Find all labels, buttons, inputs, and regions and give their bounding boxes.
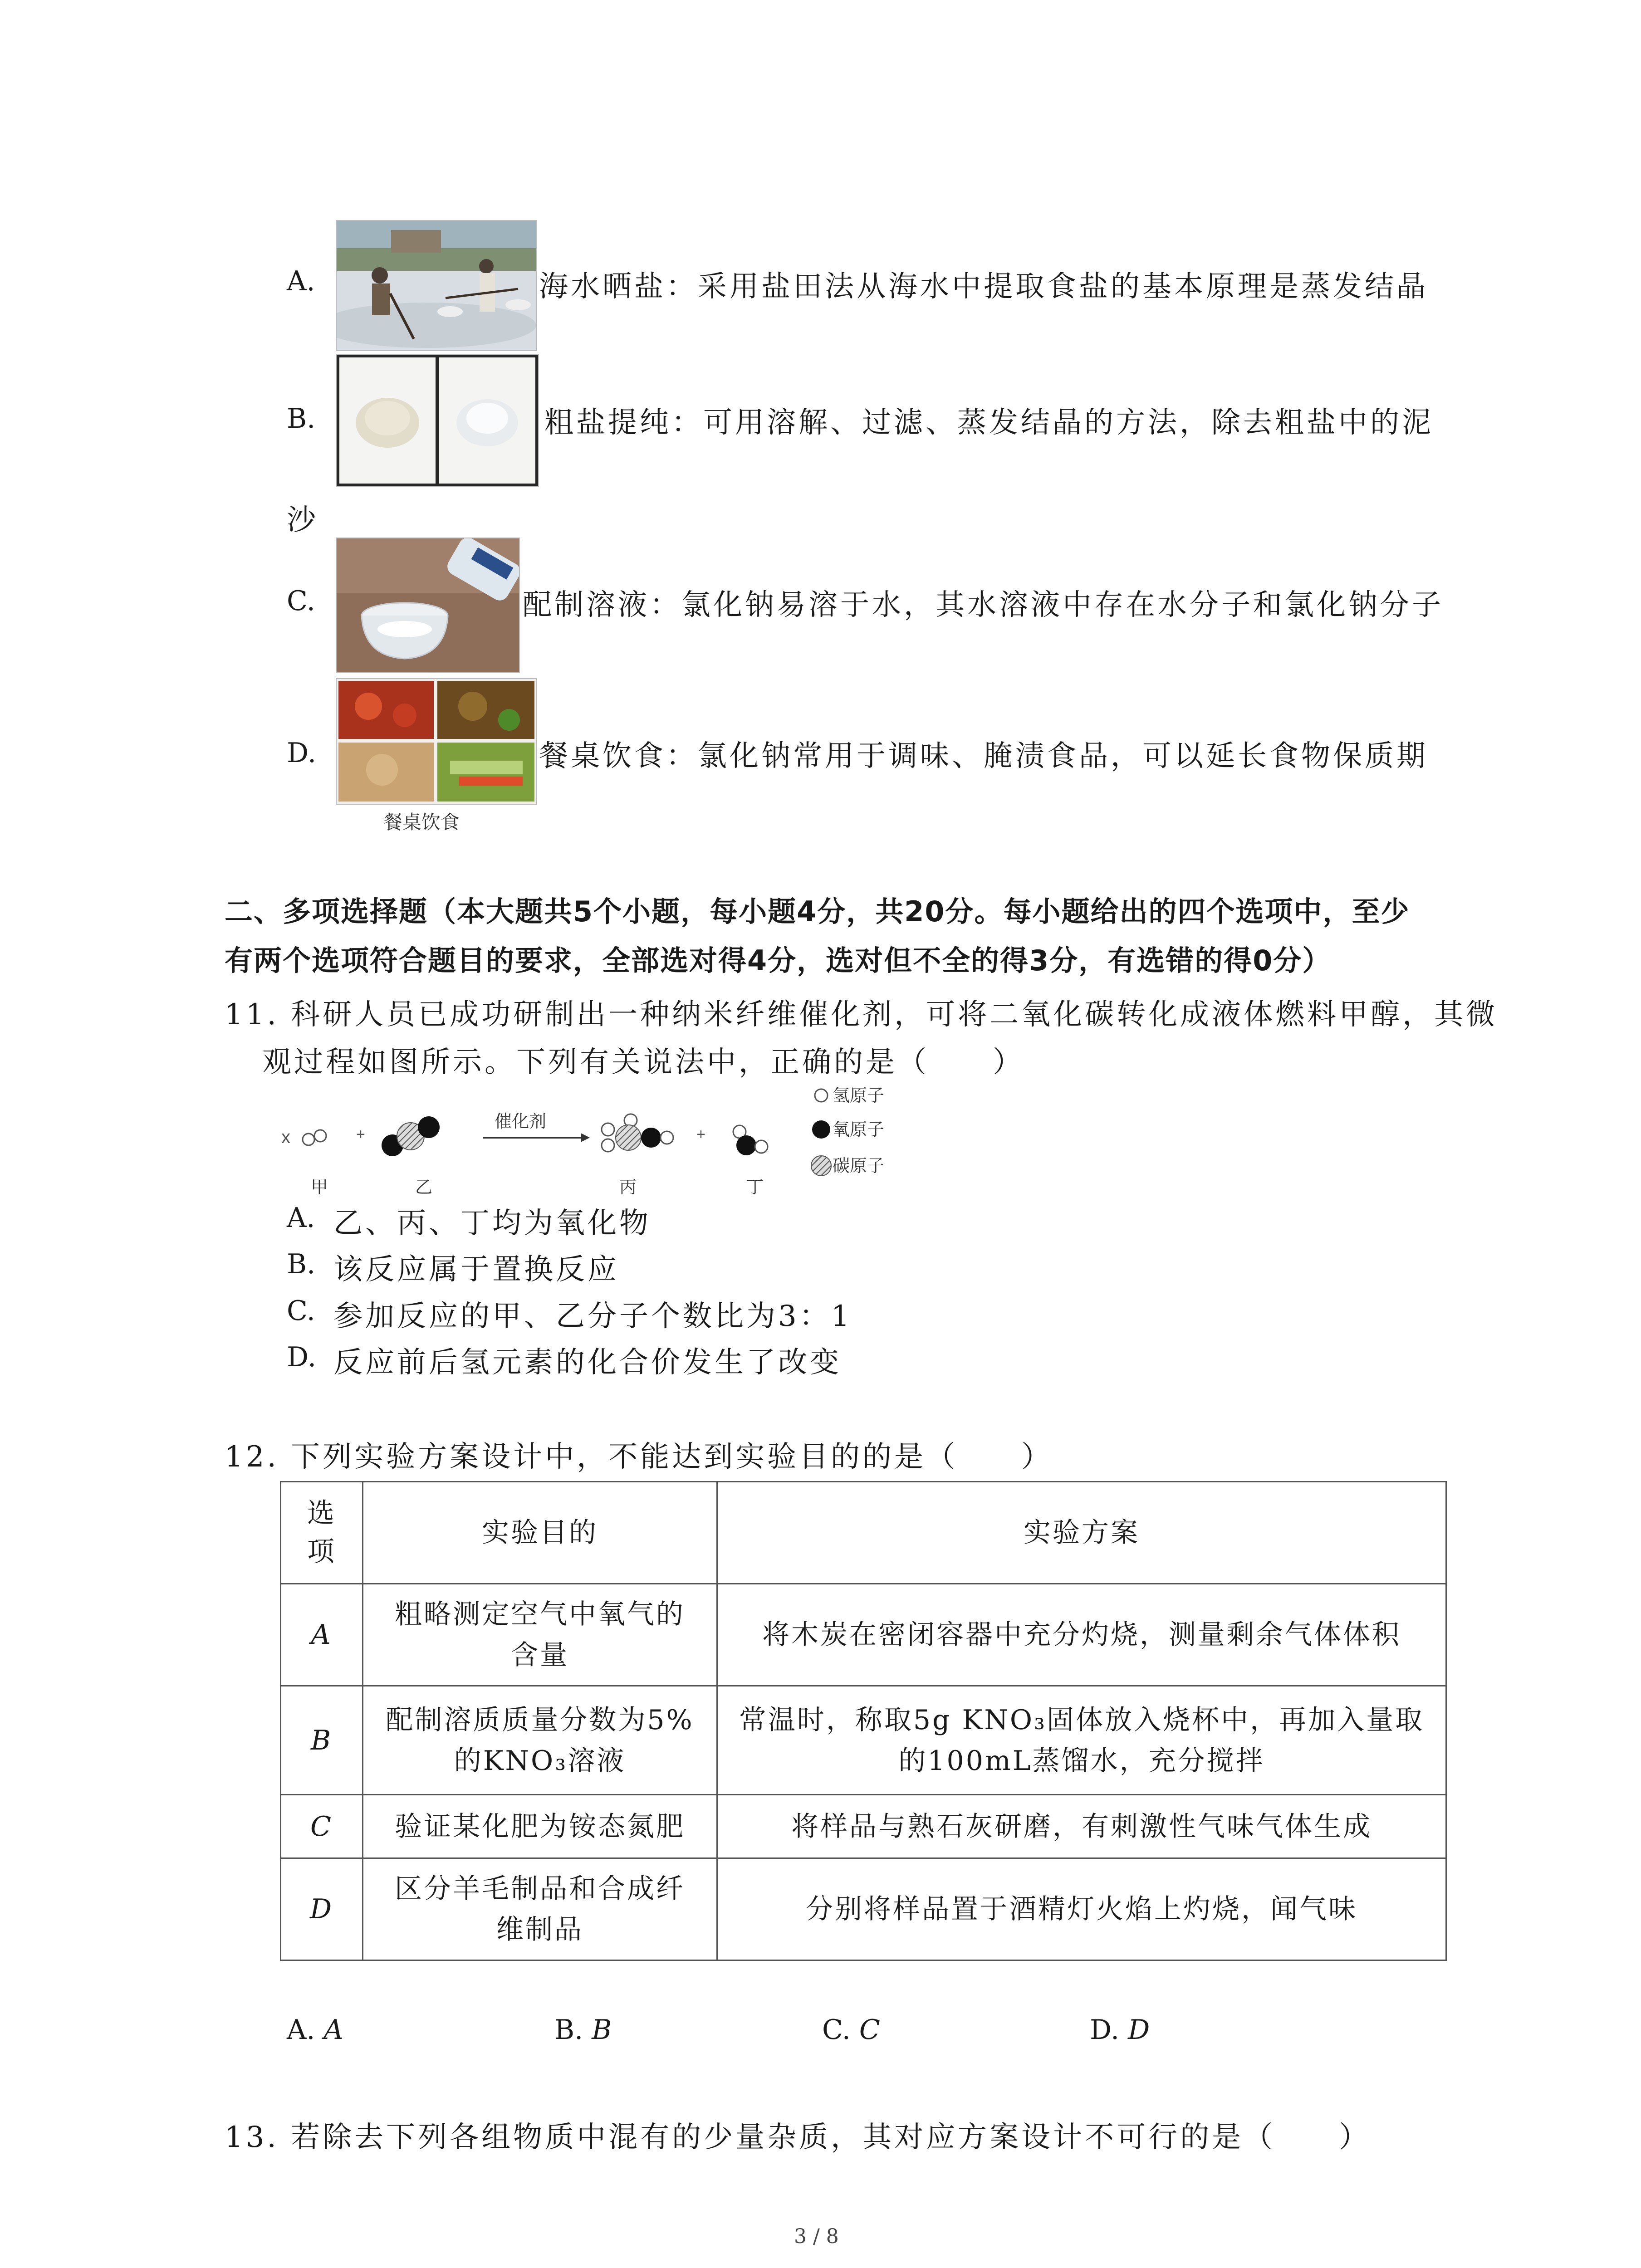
legend-carbon-icon xyxy=(811,1156,831,1176)
header-plan: 实验方案 xyxy=(717,1482,1446,1584)
q11-stem-line2: 观过程如图所示。下列有关说法中，正确的是（ ） xyxy=(262,1046,1024,1079)
legend-oxygen-icon xyxy=(812,1120,830,1139)
q13-stem: 13. 若除去下列各组物质中混有的少量杂质，其对应方案设计不可行的是（ ） xyxy=(225,2121,1371,2154)
q12-answer-d: D. D xyxy=(1090,2014,1150,2046)
q12-stem: 12. 下列实验方案设计中，不能达到实验目的的是（ ） xyxy=(225,1440,1053,1474)
svg-text:+: + xyxy=(696,1126,705,1143)
option-b-text: 粗盐提纯：可用溶解、过滤、蒸发结晶的方法，除去粗盐中的泥 xyxy=(544,406,1434,440)
q12-answer-b: B. B xyxy=(554,2014,612,2046)
q11-option-c-text: 参加反应的甲、乙分子个数比为3：1 xyxy=(333,1300,852,1333)
table-header-row xyxy=(281,1482,1446,1584)
label-jia: 甲 xyxy=(311,1178,328,1197)
h2-atom-1 xyxy=(303,1134,314,1145)
option-d-letter: D. xyxy=(287,737,317,769)
q11-option-c-letter: C. xyxy=(287,1295,315,1327)
page-number: 3 / 8 xyxy=(794,2225,839,2248)
q11-option-d-letter: D. xyxy=(287,1341,317,1373)
table-row xyxy=(281,1795,1446,1858)
option-b-letter: B. xyxy=(287,403,316,435)
q12-answer-a: A. A xyxy=(287,2014,343,2046)
label-bing: 丙 xyxy=(619,1178,637,1197)
q11-option-b-letter: B. xyxy=(287,1248,316,1280)
option-b-continuation: 沙 xyxy=(287,503,318,537)
h2-atom-2 xyxy=(314,1130,326,1142)
q11-option-d-text: 反应前后氢元素的化合价发生了改变 xyxy=(333,1346,842,1379)
dining-image-caption: 餐桌饮食 xyxy=(383,811,460,833)
row-a-option: A xyxy=(281,1584,363,1686)
legend-carbon: 碳原子 xyxy=(833,1157,885,1176)
q11-option-a-letter: A. xyxy=(287,1202,315,1234)
option-d-text: 餐桌饮食：氯化钠常用于调味、腌渍食品，可以延长食物保质期 xyxy=(539,739,1428,773)
legend-oxygen: 氧原子 xyxy=(833,1120,885,1139)
option-c-letter: C. xyxy=(287,585,315,617)
svg-text:+: + xyxy=(356,1126,365,1143)
option-a-letter: A. xyxy=(287,265,315,297)
row-c-purpose: 验证某化肥为铵态氮肥 xyxy=(363,1795,717,1858)
row-a-purpose: 粗略测定空气中氧气的含量 xyxy=(363,1584,717,1686)
row-b-plan: 常温时，称取5g KNO₃固体放入烧杯中，再加入量取 的100mL蒸馏水，充分搅拌 xyxy=(717,1686,1446,1795)
row-c-option: C xyxy=(281,1795,363,1858)
row-a-plan: 将木炭在密闭容器中充分灼烧，测量剩余气体体积 xyxy=(717,1584,1446,1686)
solution-prep-photo xyxy=(336,538,520,673)
header-purpose: 实验目的 xyxy=(363,1482,717,1584)
methanol-oxygen xyxy=(641,1128,661,1148)
q11-option-a-text: 乙、丙、丁均为氧化物 xyxy=(333,1207,651,1240)
coefficient-x: x xyxy=(281,1127,290,1147)
section-title-line2: 有两个选项符合题目的要求，全部选对得4分，选对但不全的得3分，有选错的得0分） xyxy=(225,944,1332,977)
legend-hydrogen: 氢原子 xyxy=(833,1086,885,1105)
section-title-line1: 二、多项选择题（本大题共5个小题，每小题4分，共20分。每小题给出的四个选项中，至少 xyxy=(225,895,1410,928)
row-b-purpose: 配制溶质质量分数为5% 的KNO₃溶液 xyxy=(363,1686,717,1795)
row-d-purpose: 区分羊毛制品和合成纤维制品 xyxy=(363,1858,717,1960)
water-oxygen xyxy=(736,1135,756,1155)
q12-answer-c: C. C xyxy=(822,2014,880,2046)
sea-salt-drying-photo xyxy=(336,220,537,351)
row-d-option: D xyxy=(281,1858,363,1960)
q11-stem-line1: 11. 科研人员已成功研制出一种纳米纤维催化剂，可将二氧化碳转化成液体燃料甲醇，其微 xyxy=(225,998,1498,1031)
row-b-option: B xyxy=(281,1686,363,1795)
row-c-plan: 将样品与熟石灰研磨，有刺激性气味气体生成 xyxy=(717,1795,1446,1858)
option-c-text: 配制溶液：氯化钠易溶于水，其水溶液中存在水分子和氯化钠分子 xyxy=(523,588,1444,622)
header-option: 选 项 xyxy=(281,1482,363,1584)
catalyst-label: 催化剂 xyxy=(495,1112,547,1131)
methanol-carbon xyxy=(616,1125,641,1150)
label-yi: 乙 xyxy=(415,1178,433,1197)
coarse-salt-photo xyxy=(336,354,539,487)
table-row xyxy=(281,1858,1446,1960)
label-ding: 丁 xyxy=(746,1178,764,1197)
dining-food-photo xyxy=(336,678,537,805)
legend-hydrogen-icon xyxy=(815,1089,828,1102)
table-row xyxy=(281,1686,1446,1795)
table-row xyxy=(281,1584,1446,1686)
co2-oxygen-2 xyxy=(418,1116,440,1138)
option-a-text: 海水晒盐：采用盐田法从海水中提取食盐的基本原理是蒸发结晶 xyxy=(539,270,1428,303)
reaction-diagram xyxy=(281,1080,962,1202)
row-d-plan: 分别将样品置于酒精灯火焰上灼烧，闻气味 xyxy=(717,1858,1446,1960)
experiment-table xyxy=(280,1481,1447,1961)
q11-option-b-text: 该反应属于置换反应 xyxy=(333,1253,619,1286)
